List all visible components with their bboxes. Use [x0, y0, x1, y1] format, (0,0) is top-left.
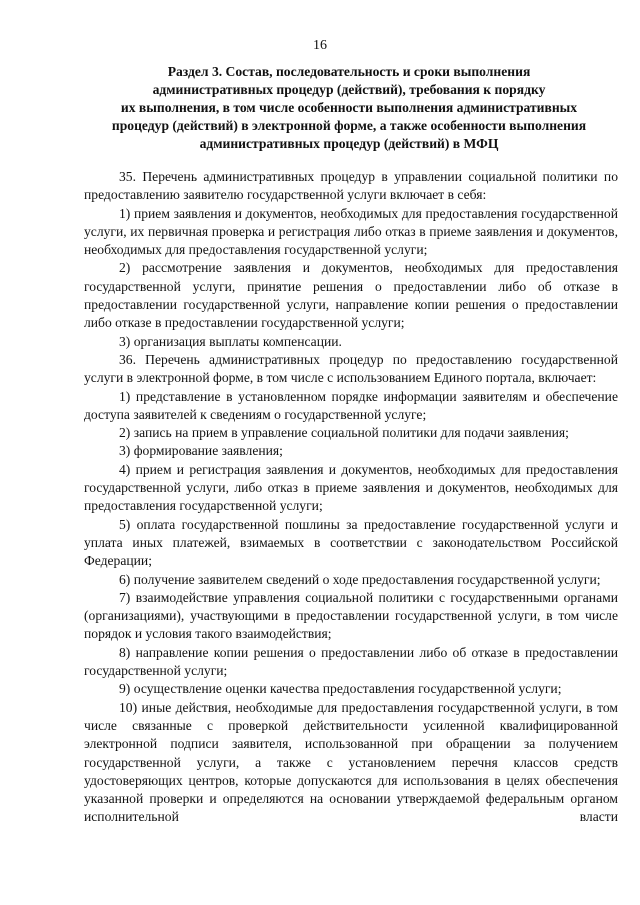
- list-item: 5) оплата государственной пошлины за предоставление государственной услуги и уплата иных платежей, взимаемых в соответствии с законодательством Российской Федерации;: [84, 516, 618, 569]
- heading-line: Раздел 3. Состав, последовательность и сроки выполнения: [167, 64, 531, 79]
- paragraph-36: 36. Перечень административных процедур по предоставлению государственной услуги в электронной форме, в том числе с использованием Единого портала, включает:: [84, 351, 618, 386]
- list-item: 4) прием и регистрация заявления и документов, необходимых для предоставления государственной услуги, либо отказ в приеме заявления и документов, необходимых для предоставления государственной услуги;: [84, 461, 618, 514]
- list-item: 2) запись на прием в управление социальной политики для подачи заявления;: [119, 425, 569, 441]
- list-item: 10) иные действия, необходимые для предоставления государственной услуги, в том числе связанные с проверкой действительности усиленной квалифицированной электронной подписи заявителя, использованной при обращении за получением государственной услуги, а также с установлением перечня классов средств удостоверяющих центров, которые допускаются для использования в целях обеспечения указанной проверки и определяются на основании утверждаемой федеральным органом исполнительной власти: [84, 699, 618, 825]
- document-body: [84, 168, 618, 827]
- list-item: 8) направление копии решения о предоставлении либо об отказе в предоставлении государственной услуги;: [84, 644, 618, 679]
- page-number: 16: [313, 38, 327, 53]
- list-item: 3) формирование заявления;: [119, 443, 283, 459]
- paragraph-35: 35. Перечень административных процедур в управлении социальной политики по предоставлению заявителю государственной услуги включает в себя:: [84, 169, 618, 203]
- list-item: 3) организация выплаты компенсации.: [119, 333, 342, 349]
- list-item: 2) рассмотрение заявления и документов, необходимых для предоставления государственной услуги, принятие решения о предоставлении либо об отказе в предоставлении государственной услуги, направление копии решения о предоставлении либо отказе в предоставлении государственной услуги;: [84, 260, 618, 331]
- heading-line: процедур (действий) в электронной форме, а также особенности выполнения: [111, 118, 587, 133]
- heading-line: административных процедур (действий), требования к порядку: [152, 82, 546, 97]
- list-item: 9) осуществление оценки качества предоставления государственной услуги;: [119, 681, 562, 697]
- list-item: 1) прием заявления и документов, необходимых для предоставления государственной услуги, их первичная проверка и регистрация либо отказ в приеме заявления и документов, необходимых для предоставления государственной услуги;: [84, 205, 618, 258]
- section-heading: [80, 63, 618, 153]
- list-item: 7) взаимодействие управления социальной политики с государственными органами (организациями), участвующими в предоставлении государственной услуги, в том числе порядок и условия такого взаимодействия;: [84, 589, 618, 642]
- heading-line: административных процедур (действий) в МФЦ: [199, 136, 499, 151]
- heading-line: их выполнения, в том числе особенности выполнения административных: [120, 100, 578, 115]
- list-item: 6) получение заявителем сведений о ходе предоставления государственной услуги;: [119, 571, 601, 587]
- list-item: 1) представление в установленном порядке информации заявителям и обеспечение доступа заявителей к сведениям о государственной услуге;: [84, 388, 618, 422]
